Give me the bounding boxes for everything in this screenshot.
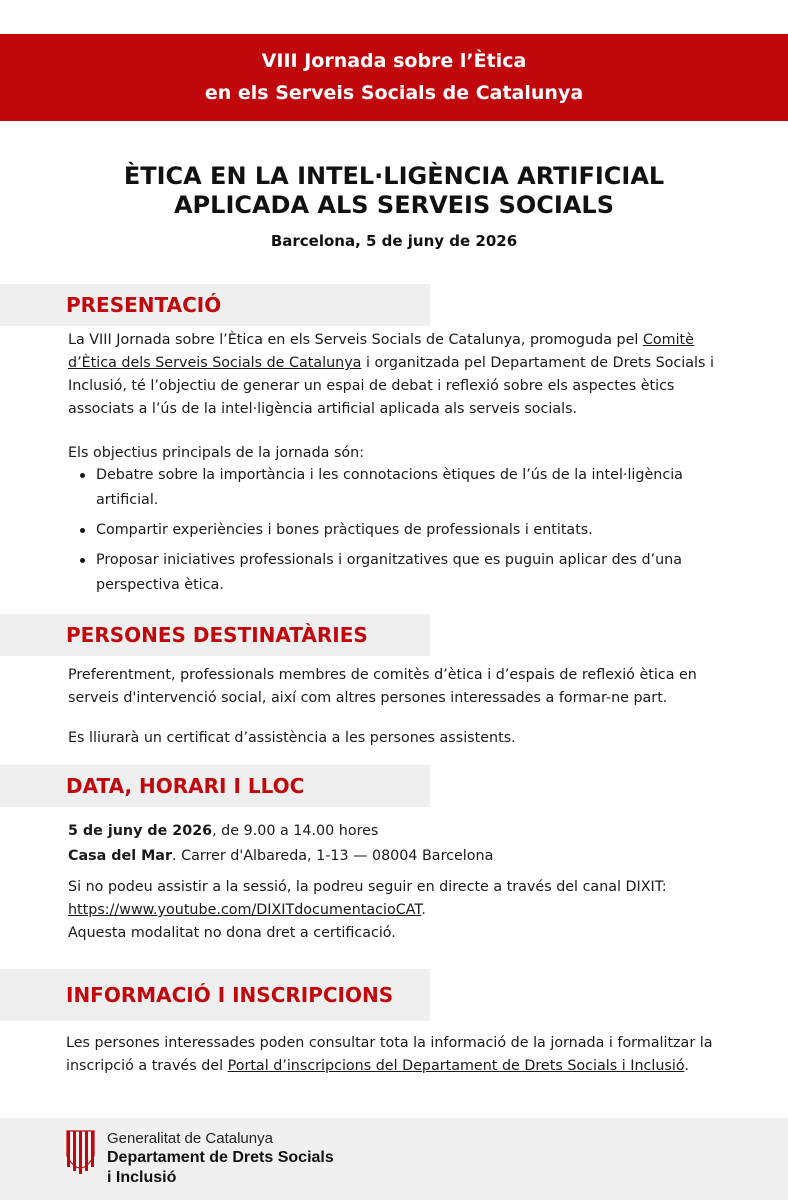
comite-etica-link[interactable]: Comitè d’Ètica dels Serveis Socials de Catalunya: [68, 332, 694, 371]
inscripcions-text: Les persones interessades poden consultar tota la informació de la jornada i formalitzar la inscripció a través del: [66, 1035, 713, 1074]
page-title: [0, 162, 788, 220]
event-venue: [68, 845, 722, 868]
venue-address: . Carrer d'Albareda, 1-13 — 08004 Barcelona: [172, 848, 494, 864]
title-line-2: APLICADA ALS SERVEIS SOCIALS: [173, 191, 614, 219]
list-item: Compartir experiències i bones pràctiques de professionals i entitats.: [78, 518, 718, 543]
event-banner: [0, 34, 788, 121]
section-heading-presentacio: PRESENTACIÓ: [0, 284, 430, 326]
event-date: 5 de juny de 2026: [68, 823, 213, 839]
streaming-link-period: .: [421, 902, 426, 918]
objectives-list: [78, 463, 718, 603]
no-certification-note: Aquesta modalitat no dona dret a certificació.: [68, 925, 396, 941]
registration-portal-link[interactable]: Portal d’inscripcions del Departament de Drets Socials i Inclusió: [227, 1058, 685, 1074]
inscripcions-paragraph: [66, 1032, 726, 1078]
streaming-info: [68, 876, 722, 945]
venue-name: Casa del Mar: [68, 848, 173, 864]
list-item: Debatre sobre la importància i les connotacions ètiques de l’ús de la intel·ligència artificial.: [78, 463, 718, 513]
banner-line-2: en els Serveis Socials de Catalunya: [204, 82, 584, 104]
title-line-1: ÈTICA EN LA INTEL·LIGÈNCIA ARTIFICIAL: [123, 162, 665, 190]
generalitat-name: Generalitat de Catalunya: [107, 1130, 273, 1147]
section-heading-data-lloc: DATA, HORARI I LLOC: [0, 765, 430, 807]
list-item: Proposar iniciatives professionals i organitzatives que es puguin aplicar des d’una perspectiva ètica.: [78, 548, 718, 598]
event-date-location: Barcelona, 5 de juny de 2026: [270, 232, 518, 250]
inscripcions-period: .: [684, 1058, 689, 1074]
department-name-line-1: Departament de Drets Socials: [107, 1149, 334, 1166]
event-time: , de 9.00 a 14.00 hores: [212, 823, 379, 839]
banner-line-1: VIII Jornada sobre l’Ètica: [261, 50, 527, 72]
generalitat-logo-icon: [66, 1130, 98, 1188]
presentacio-text-start: La VIII Jornada sobre l’Ètica en els Serveis Socials de Catalunya, promoguda pel: [68, 332, 643, 348]
destinataries-paragraph: Preferentment, professionals membres de comitès d’ètica i d’espais de reflexió ètica en serveis d'intervenció social, així com altres persones interessades a formar-ne part.: [68, 667, 697, 706]
section-heading-inscripcions: INFORMACIÓ I INSCRIPCIONS: [0, 969, 430, 1021]
section-heading-destinataries: PERSONES DESTINATÀRIES: [0, 614, 430, 656]
presentacio-text-end: i organitzada pel Departament de Drets Socials i Inclusió, té l’objectiu de generar un espai de debat i reflexió sobre els aspectes ètics associats a l’ús de la intel·ligència artificial aplicada als serveis socials.: [68, 355, 714, 417]
youtube-channel-link[interactable]: https://www.youtube.com/DIXITdocumentacioCAT: [68, 902, 422, 918]
footer: [0, 1118, 788, 1200]
event-date-time: [68, 820, 722, 843]
department-name-line-2: i Inclusió: [107, 1169, 177, 1186]
objectives-intro: Els objectius principals de la jornada són:: [68, 445, 365, 461]
presentacio-paragraph: [68, 329, 722, 421]
streaming-text: Si no podeu assistir a la sessió, la podreu seguir en directe a través del canal DIXIT:: [68, 879, 667, 895]
certificate-note: Es lliurarà un certificat d’assistència a les persones assistents.: [68, 730, 516, 746]
